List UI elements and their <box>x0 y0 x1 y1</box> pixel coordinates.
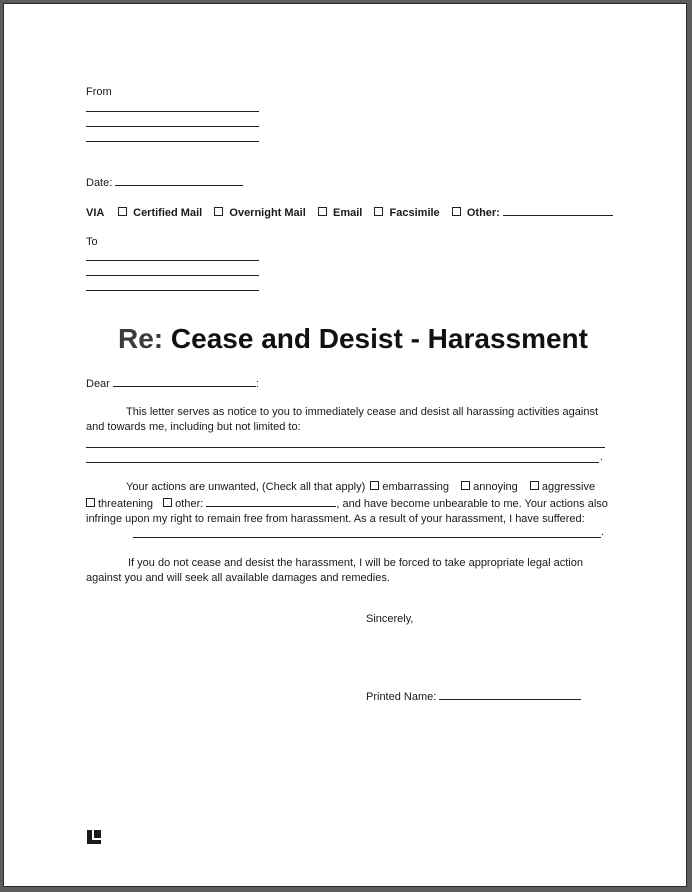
from-line-1[interactable] <box>86 111 259 112</box>
salutation-label: Dear <box>86 378 110 390</box>
certified-mail-checkbox[interactable] <box>118 207 127 216</box>
activities-line-2[interactable] <box>86 462 599 463</box>
overnight-mail-label: Overnight Mail <box>229 207 306 219</box>
via-label: VIA <box>86 207 104 219</box>
other-harm-label: other: <box>175 498 204 510</box>
actions-body <box>86 496 608 527</box>
other-checkbox[interactable] <box>452 207 461 216</box>
activities-period: . <box>600 451 604 463</box>
to-line-1[interactable] <box>86 260 259 261</box>
closing-text: Sincerely, <box>366 613 414 625</box>
aggressive-checkbox[interactable] <box>530 481 539 490</box>
facsimile-label: Facsimile <box>389 207 440 219</box>
letter-title <box>118 323 588 355</box>
other-harm-field[interactable] <box>206 496 336 507</box>
overnight-mail-checkbox[interactable] <box>214 207 223 216</box>
title-prefix: Re: <box>118 323 164 354</box>
document-page <box>3 3 687 887</box>
actions-row-1 <box>126 480 595 495</box>
recipient-name-field[interactable] <box>113 376 256 387</box>
suffered-period: . <box>601 526 605 538</box>
annoying-checkbox[interactable] <box>461 481 470 490</box>
via-row <box>86 205 613 219</box>
embarrassing-label: embarrassing <box>382 481 449 493</box>
other-field[interactable] <box>503 205 613 216</box>
facsimile-checkbox[interactable] <box>374 207 383 216</box>
annoying-label: annoying <box>473 481 518 493</box>
from-line-2[interactable] <box>86 126 259 127</box>
actions-continuation: , and have become unbearable to me. Your actions also infringe upon my right to remain free from harassment. As a result of your harassment, I have suffered: <box>86 498 608 525</box>
salutation-colon: : <box>255 378 259 390</box>
actions-intro: Your actions are unwanted, (Check all that apply) <box>126 481 366 493</box>
printed-name-field[interactable] <box>439 689 581 700</box>
certified-mail-label: Certified Mail <box>133 207 203 219</box>
suffered-line[interactable] <box>133 537 601 538</box>
from-label: From <box>86 86 112 98</box>
other-harm-checkbox[interactable] <box>163 498 172 507</box>
printed-name-row <box>366 689 581 705</box>
date-label: Date: <box>86 177 113 189</box>
salutation-row <box>86 376 259 392</box>
threatening-checkbox[interactable] <box>86 498 95 507</box>
to-line-2[interactable] <box>86 275 259 276</box>
date-row <box>86 175 243 191</box>
embarrassing-checkbox[interactable] <box>370 481 379 490</box>
paragraph-notice: This letter serves as notice to you to immediately cease and desist all harassing activities against and towards me, including but not limited to: <box>86 406 599 433</box>
date-field[interactable] <box>115 175 243 186</box>
paragraph-warning: If you do not cease and desist the harassment, I will be forced to take appropriate legal action against you and will seek all available damages and remedies. <box>86 557 583 584</box>
printed-name-label: Printed Name: <box>366 691 437 703</box>
email-label: Email <box>332 207 363 219</box>
other-label: Other: <box>466 207 500 219</box>
aggressive-label: aggressive <box>541 481 596 493</box>
title-text: Cease and Desist - Harassment <box>170 323 588 354</box>
threatening-label: threatening <box>98 498 154 510</box>
activities-line-1[interactable] <box>86 447 605 448</box>
to-label: To <box>86 236 98 248</box>
email-checkbox[interactable] <box>318 207 327 216</box>
from-line-3[interactable] <box>86 141 259 142</box>
logo-icon <box>86 829 102 845</box>
to-line-3[interactable] <box>86 290 259 291</box>
